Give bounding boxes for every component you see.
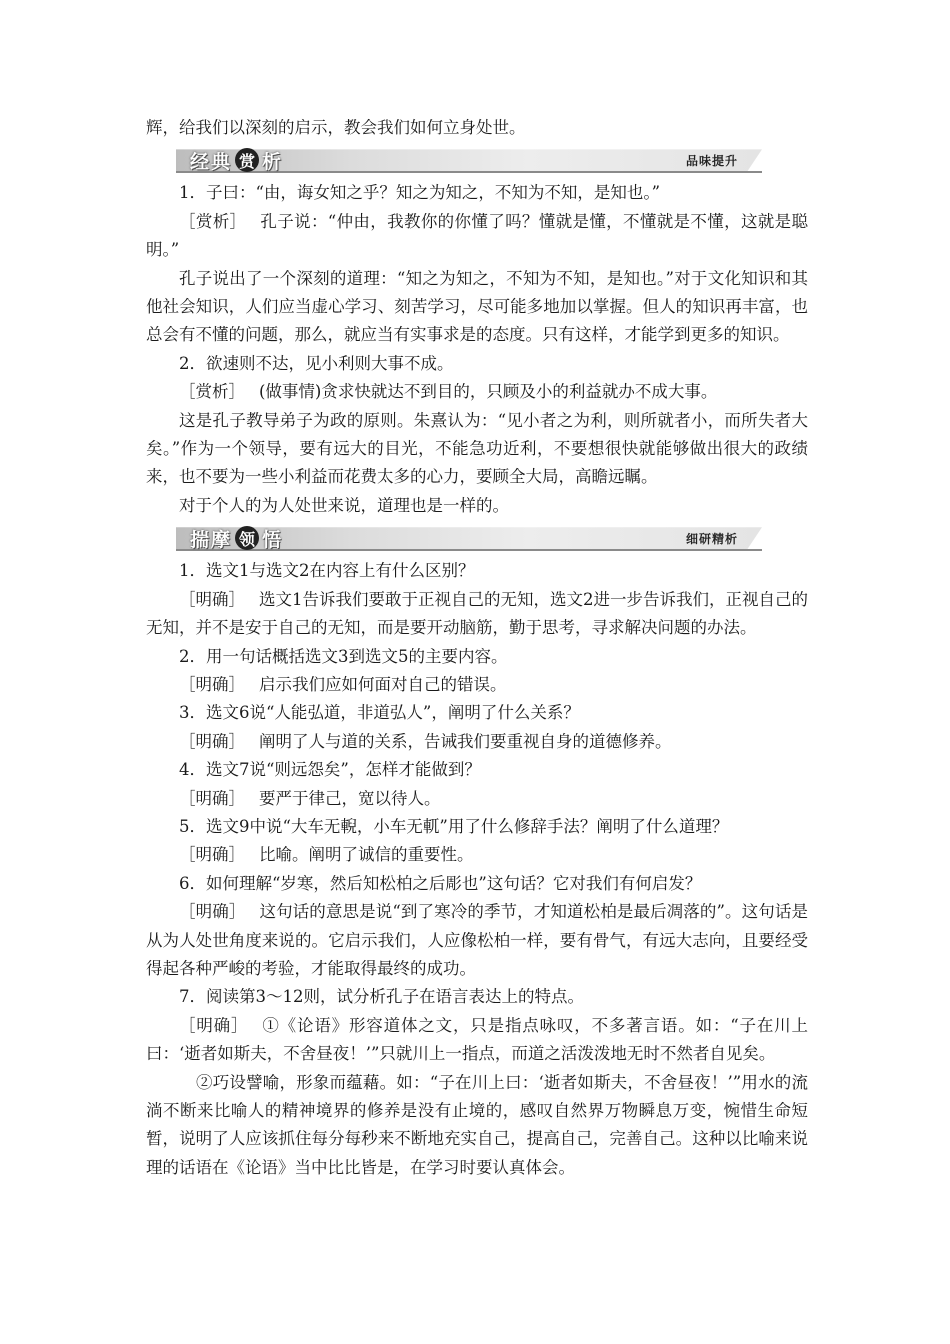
quote-2: 2．欲速则不达，见小利则大事不成。 [179,353,454,373]
answer-6-text: 这句话的意思是说“到了寒冷的季节，才知道松柏是最后凋落的”。这句话是从为人处世角度来说的。它启示我们，人应像松柏一样，要有骨气，有远大志向，且要经受得起各种严峻的考验，才能取得最终的成功。 [146,902,809,978]
question-3: 3．选文6说“人能弘道，非道弘人”，阐明了什么关系？ [179,703,580,723]
analysis-1 [146,208,808,265]
banner-title-part3: 悟 [262,528,284,551]
section-banner-classic-appreciation [176,145,762,175]
answer-mark: ［明确］ [179,845,245,865]
answer-2-text: 启示我们应如何面对自己的错误。 [259,674,507,694]
paragraph-1: 孔子说出了一个深刻的道理：“知之为知之，不知为不知，是知也。”对于文化知识和其他社会知识，人们应当虚心学习、刻苦学习，尽可能多地加以掌握。但人的知识再丰富，也总会有不懂的问题，那么，就应当有实事求是的态度。只有这样，才能学到更多的知识。 [146,268,808,345]
question-2: 2．用一句话概括选文3到选文5的主要内容。 [179,646,508,666]
answer-7 [146,1012,808,1069]
banner-title-circle: 赏 [235,148,259,172]
intro-tail: 辉，给我们以深刻的启示，教会我们如何立身处世。 [146,118,526,137]
banner-title [190,525,283,551]
answer-3 [146,728,808,756]
answer-mark: ［明确］ [179,674,245,694]
answer-7-text: ①《论语》形容道体之文，只是指点咏叹，不多著言语。如：“子在川上曰：‘逝者如斯夫，不舍昼夜！’”只就川上一指点，而道之活泼泼地无时不然者自见矣。 [146,1015,809,1064]
answer-mark: ［明确］ [179,788,245,808]
section-banner-study-comprehension [176,523,762,553]
question-7: 7．阅读第3～12则，试分析孔子在语言表达上的特点。 [179,987,584,1007]
answer-4 [146,785,808,813]
answer-7-point-2: ②巧设譬喻，形象而蕴藉。如：“子在川上曰：‘逝者如斯夫，不舍昼夜！’”用水的流淌不断来比喻人的精神境界的修养是没有止境的，感叹自然界万物瞬息万变，惋惜生命短暂，说明了人应该抓住每分每秒来不断地充实自己，提高自己，完善自己。这种以比喻来说理的话语在《论语》当中比比皆是，在学习时要认真体会。 [146,1072,808,1177]
analysis-mark: ［赏析］ [179,211,247,231]
banner-tag: 细研精析 [685,532,738,547]
quote-1: 1．子曰：“由，诲女知之乎？知之为知之，不知为不知，是知也。” [179,183,661,203]
answer-1-text: 选文1告诉我们要敢于正视自己的无知，选文2进一步告诉我们，正视自己的无知，并不是安于自己的无知，而是要开动脑筋，勤于思考，寻求解决问题的办法。 [146,589,808,638]
analysis-2-text: (做事情)贪求快就达不到目的，只顾及小的利益就办不成大事。 [259,382,718,402]
answer-1 [146,586,808,643]
answer-mark: ［明确］ [179,902,246,922]
paragraph-3: 对于个人的为人处世来说，道理也是一样的。 [179,495,509,515]
analysis-mark: ［赏析］ [179,382,245,402]
banner-title-part1: 经典 [190,150,233,173]
page-content [146,114,808,1182]
banner-title-part3: 析 [262,150,284,173]
question-1: 1．选文1与选文2在内容上有什么区别？ [179,561,475,581]
banner-title-part1: 揣摩 [190,528,233,551]
answer-6 [146,898,808,983]
analysis-2 [146,378,808,406]
answer-4-text: 要严于律己，宽以待人。 [259,788,441,808]
answer-mark: ［明确］ [179,589,245,609]
answer-mark: ［明确］ [179,1015,249,1035]
answer-5 [146,841,808,869]
question-4: 4．选文7说“则远怨矣”，怎样才能做到？ [179,760,481,780]
answer-mark: ［明确］ [179,731,245,751]
banner-title [190,147,283,173]
question-5: 5．选文9中说“大车无輗，小车无軏”用了什么修辞手法？阐明了什么道理？ [179,816,729,836]
analysis-1-text: 孔子说：“仲由，我教你的你懂了吗？懂就是懂，不懂就是不懂，这就是聪明。” [146,211,809,260]
answer-5-text: 比喻。阐明了诚信的重要性。 [259,845,474,865]
answer-3-text: 阐明了人与道的关系，告诫我们要重视自身的道德修养。 [259,731,672,751]
banner-tag: 品味提升 [685,154,738,169]
answer-2 [146,671,808,699]
banner-title-circle: 领 [235,526,259,550]
question-6: 6．如何理解“岁寒，然后知松柏之后彫也”这句话？它对我们有何启发？ [179,873,702,893]
paragraph-2: 这是孔子教导弟子为政的原则。朱熹认为：“见小者之为利，则所就者小，而所失者大矣。”作为一个领导，要有远大的目光，不能急功近利，不要想很快就能够做出很大的政绩来，也不要为一些小利益而花费太多的心力，要顾全大局，高瞻远瞩。 [146,410,808,487]
